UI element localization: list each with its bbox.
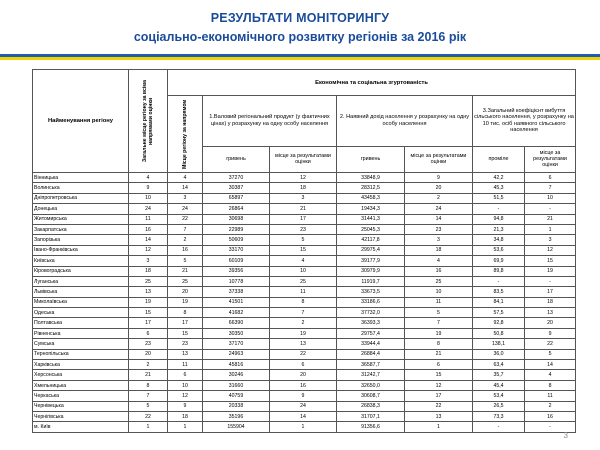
- cell-rural-outflow-value: -: [473, 276, 525, 286]
- cell-income-rank: 8: [405, 339, 473, 349]
- cell-rural-outflow-rank: 10: [525, 193, 576, 203]
- cell-income-rank: 6: [405, 360, 473, 370]
- cell-region: Дніпропетровська: [33, 193, 129, 203]
- table-row: [33, 193, 576, 203]
- cell-rural-outflow-rank: 16: [525, 411, 576, 421]
- cell-region: Івано-Франківська: [33, 245, 129, 255]
- cell-income-value: 43458,3: [337, 193, 405, 203]
- cell-grp-rank: 20: [270, 370, 337, 380]
- cell-grp-rank: 3: [270, 193, 337, 203]
- cell-rural-outflow-value: 26,5: [473, 401, 525, 411]
- cell-grp-rank: 7: [270, 308, 337, 318]
- cell-overall-rank: 9: [129, 183, 168, 193]
- cell-grp-rank: 15: [270, 245, 337, 255]
- cell-grp-rank: 12: [270, 173, 337, 183]
- cell-grp-rank: 10: [270, 266, 337, 276]
- cell-grp-value: 41501: [203, 297, 270, 307]
- cell-overall-rank: 18: [129, 266, 168, 276]
- cell-direction-rank: 16: [168, 245, 203, 255]
- cell-grp-rank: 18: [270, 183, 337, 193]
- cell-income-value: 11919,7: [337, 276, 405, 286]
- cell-overall-rank: 4: [129, 173, 168, 183]
- table-row: [33, 214, 576, 224]
- cell-region: Закарпатська: [33, 224, 129, 234]
- cell-region: Чернігівська: [33, 411, 129, 421]
- cell-direction-rank: 11: [168, 360, 203, 370]
- cell-income-rank: 1: [405, 422, 473, 432]
- cell-rural-outflow-rank: 9: [525, 328, 576, 338]
- cell-rural-outflow-rank: -: [525, 276, 576, 286]
- cell-region: Сумська: [33, 339, 129, 349]
- cell-direction-rank: 20: [168, 287, 203, 297]
- cell-rural-outflow-value: 36,0: [473, 349, 525, 359]
- cell-income-value: 25045,3: [337, 224, 405, 234]
- unit-header-income: гривень: [337, 146, 405, 172]
- cell-direction-rank: 14: [168, 183, 203, 193]
- cell-income-rank: 9: [405, 173, 473, 183]
- cell-income-value: 31707,1: [337, 411, 405, 421]
- cell-rural-outflow-rank: 15: [525, 256, 576, 266]
- cell-grp-value: 30387: [203, 183, 270, 193]
- cell-overall-rank: 15: [129, 308, 168, 318]
- rank-header-income: місце за результатами оцінки: [405, 146, 473, 172]
- cell-income-value: 33186,6: [337, 297, 405, 307]
- cell-direction-rank: 24: [168, 204, 203, 214]
- column-header-direction-rank: Місце регіону за напрямом: [168, 96, 203, 173]
- cell-rural-outflow-rank: 7: [525, 183, 576, 193]
- cell-income-value: 31242,7: [337, 370, 405, 380]
- cell-income-rank: 10: [405, 287, 473, 297]
- cell-grp-value: 37170: [203, 339, 270, 349]
- cell-grp-value: 37270: [203, 173, 270, 183]
- cell-direction-rank: 18: [168, 411, 203, 421]
- cell-rural-outflow-value: 73,3: [473, 411, 525, 421]
- cell-grp-rank: 17: [270, 214, 337, 224]
- cell-rural-outflow-value: 45,4: [473, 380, 525, 390]
- indicator-header-income: 2. Наявний дохід населення у розрахунку на одну особу населення: [337, 96, 473, 147]
- cell-overall-rank: 12: [129, 245, 168, 255]
- cell-direction-rank: 4: [168, 173, 203, 183]
- cell-rural-outflow-value: 53,4: [473, 391, 525, 401]
- flag-stripe-yellow: [0, 57, 600, 60]
- cell-grp-rank: 24: [270, 401, 337, 411]
- table-row: [33, 349, 576, 359]
- cell-region: Луганська: [33, 276, 129, 286]
- cell-rural-outflow-rank: 17: [525, 287, 576, 297]
- cell-rural-outflow-value: 53,6: [473, 245, 525, 255]
- cell-rural-outflow-value: 21,3: [473, 224, 525, 234]
- cell-overall-rank: 1: [129, 422, 168, 432]
- cell-grp-value: 20338: [203, 401, 270, 411]
- cell-rural-outflow-value: 35,7: [473, 370, 525, 380]
- cell-region: Тернопільська: [33, 349, 129, 359]
- cell-rural-outflow-rank: -: [525, 422, 576, 432]
- rank-header-grp: місце за результатами оцінки: [270, 146, 337, 172]
- cell-grp-rank: 1: [270, 422, 337, 432]
- table-row: [33, 297, 576, 307]
- cell-rural-outflow-rank: 8: [525, 380, 576, 390]
- cell-rural-outflow-rank: 20: [525, 318, 576, 328]
- cell-grp-rank: 19: [270, 328, 337, 338]
- cell-region: Запорізька: [33, 235, 129, 245]
- cell-region: Полтавська: [33, 318, 129, 328]
- cell-rural-outflow-value: 69,9: [473, 256, 525, 266]
- table-row: [33, 360, 576, 370]
- cell-grp-rank: 2: [270, 318, 337, 328]
- column-header-region: Найменування регіону: [33, 70, 129, 173]
- cell-grp-rank: 22: [270, 349, 337, 359]
- cell-income-rank: 3: [405, 235, 473, 245]
- cell-income-value: 32650,0: [337, 380, 405, 390]
- table-row: [33, 308, 576, 318]
- cell-income-value: 31441,3: [337, 214, 405, 224]
- cell-income-value: 29975,4: [337, 245, 405, 255]
- cell-grp-rank: 11: [270, 287, 337, 297]
- cell-income-value: 36393,3: [337, 318, 405, 328]
- table-row: [33, 256, 576, 266]
- cell-region: Харківська: [33, 360, 129, 370]
- table-row: [33, 411, 576, 421]
- cell-rural-outflow-rank: 4: [525, 370, 576, 380]
- cell-direction-rank: 7: [168, 224, 203, 234]
- cell-income-value: 39177,9: [337, 256, 405, 266]
- table-row: [33, 224, 576, 234]
- cell-region: Київська: [33, 256, 129, 266]
- cell-income-value: 42117,8: [337, 235, 405, 245]
- cell-region: Житомирська: [33, 214, 129, 224]
- cell-income-rank: 7: [405, 318, 473, 328]
- cell-grp-value: 30698: [203, 214, 270, 224]
- page-number: 3: [563, 431, 568, 440]
- unit-header-grp: гривень: [203, 146, 270, 172]
- cell-region: Львівська: [33, 287, 129, 297]
- cell-income-rank: 22: [405, 401, 473, 411]
- table-row: [33, 370, 576, 380]
- cell-income-value: 91356,6: [337, 422, 405, 432]
- table-row: [33, 173, 576, 183]
- cell-grp-rank: 4: [270, 256, 337, 266]
- cell-grp-value: 45816: [203, 360, 270, 370]
- cell-grp-value: 31660: [203, 380, 270, 390]
- cell-rural-outflow-value: 57,5: [473, 308, 525, 318]
- cell-overall-rank: 13: [129, 287, 168, 297]
- cell-overall-rank: 10: [129, 193, 168, 203]
- cell-grp-rank: 5: [270, 235, 337, 245]
- cell-direction-rank: 6: [168, 370, 203, 380]
- cell-income-rank: 16: [405, 266, 473, 276]
- cell-income-rank: 18: [405, 245, 473, 255]
- cell-region: Одеська: [33, 308, 129, 318]
- table-row: [33, 183, 576, 193]
- cell-income-rank: 14: [405, 214, 473, 224]
- cell-grp-value: 30246: [203, 370, 270, 380]
- cell-direction-rank: 9: [168, 401, 203, 411]
- cell-income-rank: 13: [405, 411, 473, 421]
- cell-region: Чернівецька: [33, 401, 129, 411]
- cell-region: Волинська: [33, 183, 129, 193]
- cell-direction-rank: 15: [168, 328, 203, 338]
- cell-income-rank: 17: [405, 391, 473, 401]
- cell-grp-value: 60109: [203, 256, 270, 266]
- cell-overall-rank: 22: [129, 411, 168, 421]
- cell-grp-value: 40759: [203, 391, 270, 401]
- block-header-cohesion: Економічна та соціальна згуртованість: [168, 70, 576, 96]
- cell-overall-rank: 25: [129, 276, 168, 286]
- table-row: [33, 401, 576, 411]
- cell-income-value: 29757,4: [337, 328, 405, 338]
- cell-direction-rank: 1: [168, 422, 203, 432]
- cell-income-rank: 2: [405, 193, 473, 203]
- cell-overall-rank: 24: [129, 204, 168, 214]
- cell-direction-rank: 8: [168, 308, 203, 318]
- cell-direction-rank: 17: [168, 318, 203, 328]
- unit-header-rural-outflow: проміле: [473, 146, 525, 172]
- cell-rural-outflow-value: 89,8: [473, 266, 525, 276]
- cell-rural-outflow-rank: -: [525, 204, 576, 214]
- cell-region: Вінницька: [33, 173, 129, 183]
- cell-region: м. Київ: [33, 422, 129, 432]
- cell-region: Рівненська: [33, 328, 129, 338]
- cell-rural-outflow-value: 34,8: [473, 235, 525, 245]
- table-row: [33, 276, 576, 286]
- cell-grp-value: 26864: [203, 204, 270, 214]
- cell-direction-rank: 25: [168, 276, 203, 286]
- cell-rural-outflow-value: 83,5: [473, 287, 525, 297]
- cell-overall-rank: 6: [129, 328, 168, 338]
- cell-region: Кіровоградська: [33, 266, 129, 276]
- cell-grp-rank: 14: [270, 411, 337, 421]
- cell-direction-rank: 22: [168, 214, 203, 224]
- cell-income-value: 33944,4: [337, 339, 405, 349]
- cell-income-rank: 25: [405, 276, 473, 286]
- cell-overall-rank: 16: [129, 224, 168, 234]
- cell-income-rank: 20: [405, 183, 473, 193]
- cell-overall-rank: 8: [129, 380, 168, 390]
- cell-rural-outflow-value: -: [473, 422, 525, 432]
- cell-rural-outflow-value: 92,8: [473, 318, 525, 328]
- cell-grp-value: 50609: [203, 235, 270, 245]
- cell-rural-outflow-rank: 2: [525, 401, 576, 411]
- cell-grp-value: 10778: [203, 276, 270, 286]
- cell-rural-outflow-rank: 12: [525, 245, 576, 255]
- cell-rural-outflow-value: 50,8: [473, 328, 525, 338]
- cell-income-value: 36587,7: [337, 360, 405, 370]
- cell-overall-rank: 23: [129, 339, 168, 349]
- cell-income-value: 30608,7: [337, 391, 405, 401]
- cell-direction-rank: 5: [168, 256, 203, 266]
- cell-income-rank: 12: [405, 380, 473, 390]
- cell-grp-value: 24963: [203, 349, 270, 359]
- cell-overall-rank: 17: [129, 318, 168, 328]
- table-row: [33, 287, 576, 297]
- indicator-header-rural-outflow: 3.Загальний коефіцієнт вибуття сільського населення, у розрахунку на 10 тис. осіб наявного сільського населення: [473, 96, 576, 147]
- cell-grp-value: 41682: [203, 308, 270, 318]
- cell-income-value: 28312,5: [337, 183, 405, 193]
- cell-grp-value: 35196: [203, 411, 270, 421]
- cell-rural-outflow-value: 84,1: [473, 297, 525, 307]
- cell-region: Черкаська: [33, 391, 129, 401]
- cell-rural-outflow-rank: 19: [525, 266, 576, 276]
- cell-income-rank: 4: [405, 256, 473, 266]
- table-row: [33, 380, 576, 390]
- cell-grp-value: 37338: [203, 287, 270, 297]
- cell-rural-outflow-rank: 1: [525, 224, 576, 234]
- cell-grp-rank: 25: [270, 276, 337, 286]
- cell-region: Хмельницька: [33, 380, 129, 390]
- table-row: [33, 422, 576, 432]
- cell-rural-outflow-value: 51,5: [473, 193, 525, 203]
- cell-grp-value: 66390: [203, 318, 270, 328]
- cell-rural-outflow-value: 94,8: [473, 214, 525, 224]
- cell-income-rank: 21: [405, 349, 473, 359]
- cell-overall-rank: 20: [129, 349, 168, 359]
- cell-direction-rank: 21: [168, 266, 203, 276]
- cell-direction-rank: 19: [168, 297, 203, 307]
- cell-rural-outflow-rank: 6: [525, 173, 576, 183]
- cell-rural-outflow-rank: 11: [525, 391, 576, 401]
- cell-overall-rank: 14: [129, 235, 168, 245]
- cell-rural-outflow-value: 45,3: [473, 183, 525, 193]
- cell-grp-rank: 21: [270, 204, 337, 214]
- cell-grp-value: 65897: [203, 193, 270, 203]
- cell-grp-rank: 16: [270, 380, 337, 390]
- cell-grp-value: 30350: [203, 328, 270, 338]
- report-subtitle: соціально-економічного розвитку регіонів за 2016 рік: [133, 30, 467, 44]
- cell-grp-value: 22989: [203, 224, 270, 234]
- rank-header-rural-outflow: місце за результатами оцінки: [525, 146, 576, 172]
- cell-region: Миколаївська: [33, 297, 129, 307]
- table-row: [33, 328, 576, 338]
- cell-rural-outflow-value: 63,4: [473, 360, 525, 370]
- cell-rural-outflow-rank: 21: [525, 214, 576, 224]
- cell-rural-outflow-rank: 13: [525, 308, 576, 318]
- cell-income-rank: 15: [405, 370, 473, 380]
- cell-rural-outflow-rank: 22: [525, 339, 576, 349]
- cell-direction-rank: 10: [168, 380, 203, 390]
- cell-income-value: 30979,9: [337, 266, 405, 276]
- table-row: [33, 391, 576, 401]
- cell-income-value: 19434,3: [337, 204, 405, 214]
- cell-income-rank: 5: [405, 308, 473, 318]
- cell-grp-rank: 13: [270, 339, 337, 349]
- cell-income-value: 37732,0: [337, 308, 405, 318]
- cell-direction-rank: 2: [168, 235, 203, 245]
- report-title: РЕЗУЛЬТАТИ МОНІТОРИНГУ: [210, 11, 390, 25]
- cell-overall-rank: 19: [129, 297, 168, 307]
- cell-overall-rank: 7: [129, 391, 168, 401]
- cell-overall-rank: 2: [129, 360, 168, 370]
- cell-income-rank: 23: [405, 224, 473, 234]
- table-row: [33, 245, 576, 255]
- cell-grp-rank: 9: [270, 391, 337, 401]
- cell-region: Донецька: [33, 204, 129, 214]
- cell-region: Херсонська: [33, 370, 129, 380]
- cell-grp-rank: 6: [270, 360, 337, 370]
- monitoring-table: [32, 69, 576, 433]
- table-row: [33, 235, 576, 245]
- cell-income-value: 33848,9: [337, 173, 405, 183]
- cell-overall-rank: 21: [129, 370, 168, 380]
- cell-rural-outflow-rank: 3: [525, 235, 576, 245]
- column-header-overall-rank: Загальне місце регіону за всіма напрямами оцінки: [129, 70, 168, 173]
- cell-overall-rank: 11: [129, 214, 168, 224]
- cell-grp-rank: 8: [270, 297, 337, 307]
- cell-grp-rank: 23: [270, 224, 337, 234]
- cell-grp-value: 33170: [203, 245, 270, 255]
- cell-rural-outflow-rank: 18: [525, 297, 576, 307]
- cell-direction-rank: 12: [168, 391, 203, 401]
- table-row: [33, 266, 576, 276]
- cell-direction-rank: 23: [168, 339, 203, 349]
- cell-overall-rank: 3: [129, 256, 168, 266]
- cell-income-value: 26838,3: [337, 401, 405, 411]
- cell-direction-rank: 13: [168, 349, 203, 359]
- table-row: [33, 339, 576, 349]
- cell-rural-outflow-value: 42,2: [473, 173, 525, 183]
- cell-overall-rank: 5: [129, 401, 168, 411]
- table-row: [33, 318, 576, 328]
- cell-income-rank: 11: [405, 297, 473, 307]
- cell-income-value: 33673,5: [337, 287, 405, 297]
- cell-income-rank: 19: [405, 328, 473, 338]
- cell-rural-outflow-rank: 5: [525, 349, 576, 359]
- cell-direction-rank: 3: [168, 193, 203, 203]
- cell-rural-outflow-value: -: [473, 204, 525, 214]
- cell-rural-outflow-value: 138,1: [473, 339, 525, 349]
- cell-income-value: 26884,4: [337, 349, 405, 359]
- table-row: [33, 204, 576, 214]
- cell-grp-value: 155904: [203, 422, 270, 432]
- cell-income-rank: 24: [405, 204, 473, 214]
- cell-grp-value: 39356: [203, 266, 270, 276]
- cell-rural-outflow-rank: 14: [525, 360, 576, 370]
- indicator-header-grp: 1.Валовий регіональний продукт (у фактичних цінах) у розрахунку на одну особу населення: [203, 96, 337, 147]
